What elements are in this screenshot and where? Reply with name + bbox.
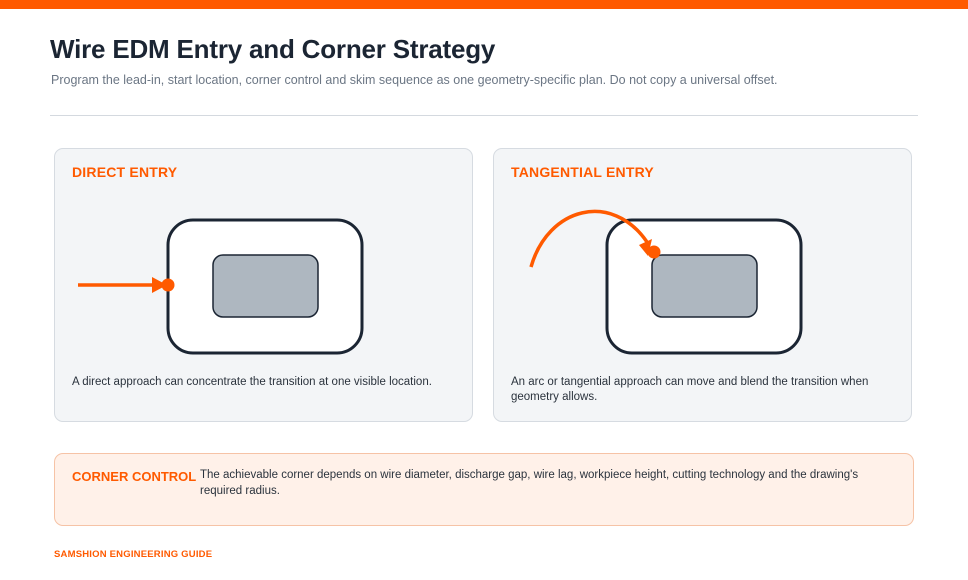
direct-entry-title: DIRECT ENTRY: [72, 164, 178, 180]
page-title: Wire EDM Entry and Corner Strategy: [50, 34, 496, 64]
direct-entry-card: [54, 148, 473, 422]
inner-contour: [213, 255, 318, 317]
tangential-entry-point: [648, 246, 661, 259]
corner-control-label: CORNER CONTROL: [72, 469, 197, 484]
header-divider: [50, 115, 918, 116]
top-accent-bar: [0, 0, 968, 9]
tangential-entry-caption: An arc or tangential approach can move and blend the transition when geometry allows.: [511, 376, 869, 403]
inner-contour: [652, 255, 757, 317]
direct-entry-point: [162, 279, 175, 292]
page-subtitle: Program the lead-in, start location, corner control and skim sequence as one geometry-specific plan. Do not copy a universal offset.: [51, 73, 778, 87]
tangential-entry-card: [493, 148, 912, 422]
corner-control-note: [54, 453, 914, 526]
footer-brand: SAMSHION ENGINEERING GUIDE: [54, 549, 213, 560]
corner-control-text: The achievable corner depends on wire diameter, discharge gap, wire lag, workpiece height, cutting technology and the drawing's required radius.: [200, 469, 859, 497]
direct-entry-caption: A direct approach can concentrate the transition at one visible location.: [72, 376, 432, 388]
tangential-entry-title: TANGENTIAL ENTRY: [511, 164, 654, 180]
